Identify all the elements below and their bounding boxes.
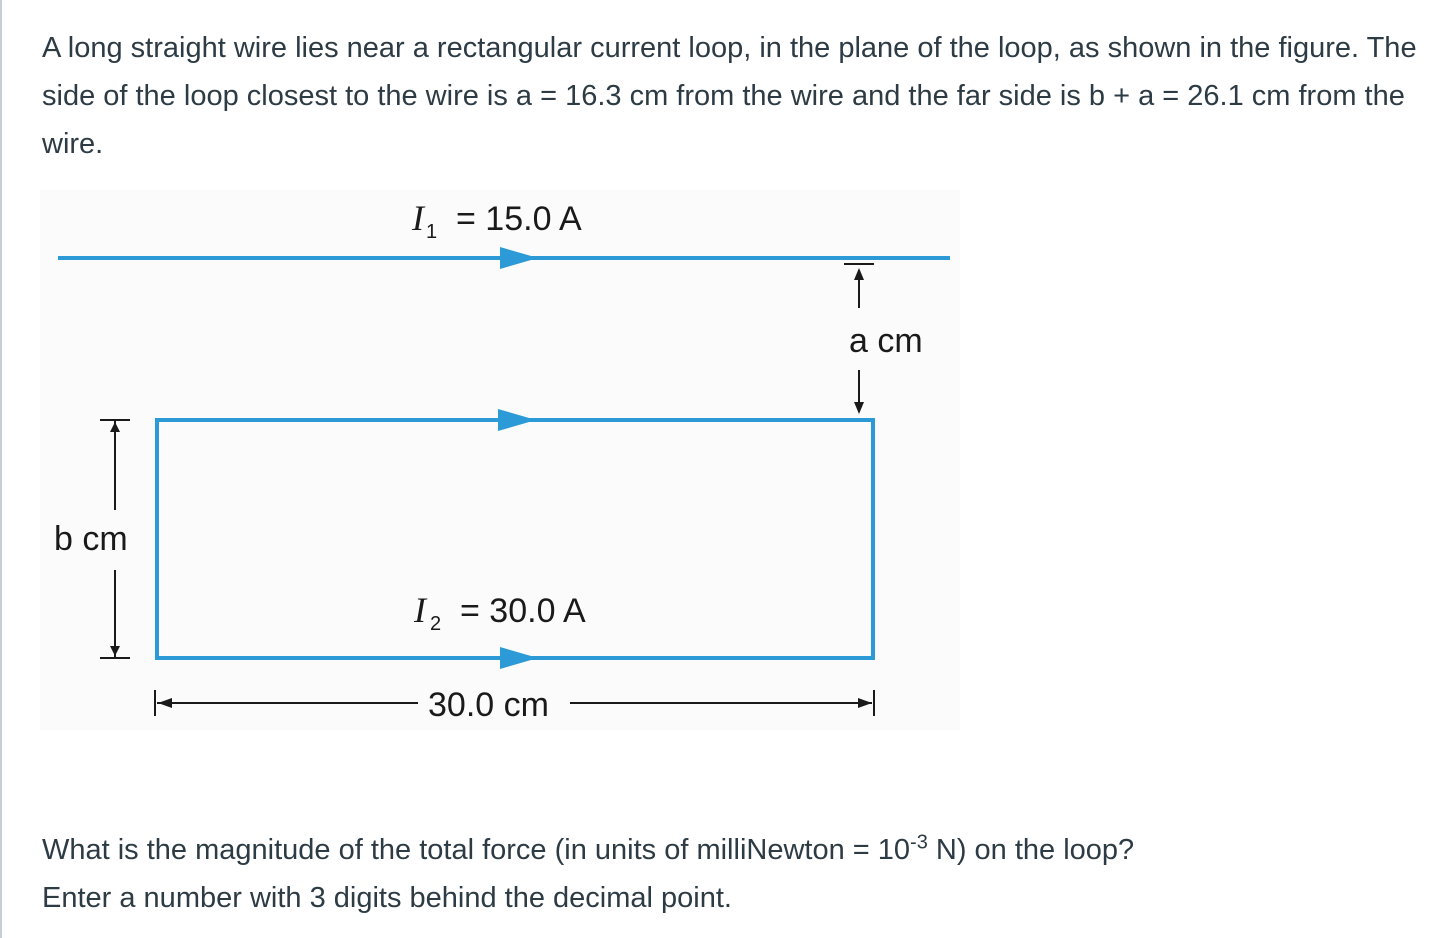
a-dimension-label: a cm — [849, 322, 923, 360]
i2-symbol: I — [414, 590, 426, 630]
question-line-2: Enter a number with 3 digits behind the decimal point. — [42, 882, 732, 914]
i1-value: = 15.0 A — [456, 200, 582, 238]
question-block — [42, 826, 1432, 922]
i2-value: = 30.0 A — [460, 592, 586, 630]
i1-subscript: 1 — [426, 221, 438, 243]
question-exponent: -3 — [910, 831, 928, 854]
question-text-before: What is the magnitude of the total force (in units of milliNewton = 10 — [42, 834, 911, 866]
problem-statement: A long straight wire lies near a rectangular current loop, in the plane of the loop, as shown in the figure. The side of the loop closest to the wire is a = 16.3 cm from the wire and the far side is b + a = 26.1 cm from the wire. — [42, 32, 1417, 160]
question-text-after: N) on the loop? — [927, 834, 1135, 866]
b-dimension-label: b cm — [54, 520, 128, 558]
question-line-1 — [42, 826, 1432, 874]
figure-svg — [40, 190, 960, 730]
page-left-border — [0, 0, 2, 938]
width-dimension-label: 30.0 cm — [428, 686, 549, 724]
i1-symbol: I — [412, 198, 424, 238]
wire-loop-figure — [40, 190, 960, 730]
i2-subscript: 2 — [430, 613, 442, 635]
